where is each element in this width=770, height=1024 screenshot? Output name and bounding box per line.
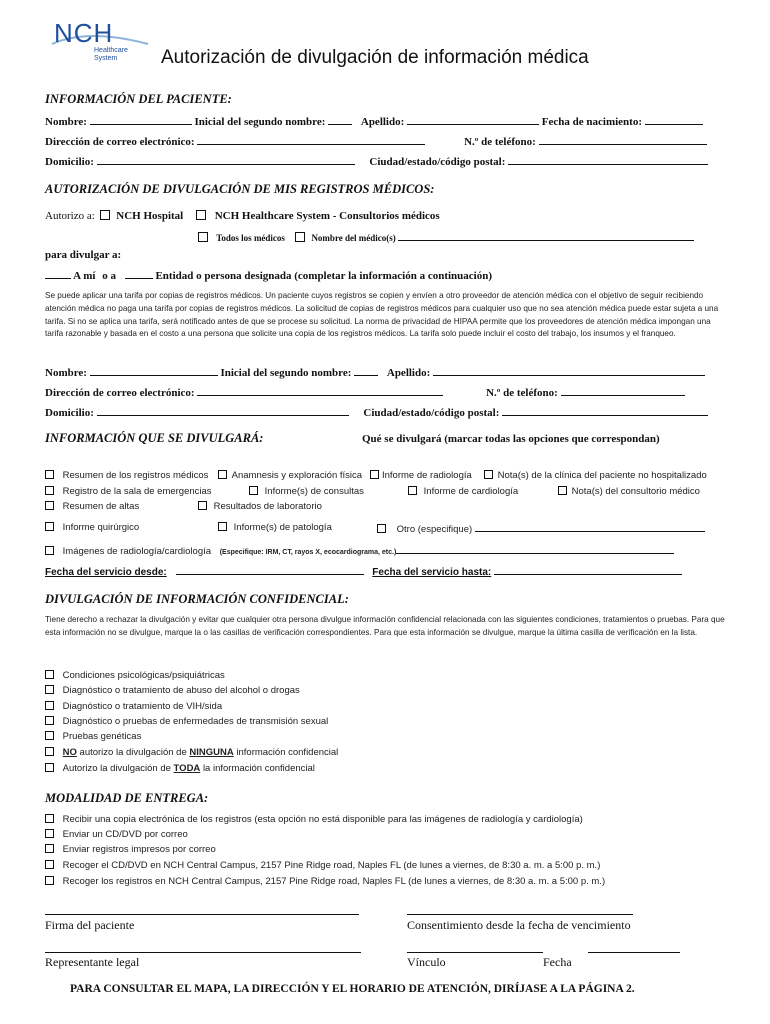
recipient-row-2 [45,386,685,399]
para-divulgar-label: para divulgar a: [45,249,122,261]
consentimiento-label: Consentimiento desde la fecha de vencimiento [407,918,631,932]
no-end-text: información confidencial [236,747,339,758]
all-start-text: Autorizo la divulgación de [62,763,171,774]
delivery-section-title: MODALIDAD DE ENTREGA: [45,791,209,805]
recipient-inicial-field[interactable] [354,366,378,376]
item-label: Nota(s) de la clínica del paciente no hospitalizado [497,470,707,481]
que-divulgara-title: Qué se divulgará (marcar todas las opciones que correspondan) [362,433,660,445]
vinculo-label: Vínculo [407,955,446,969]
a-mi-label: A mí [73,270,96,282]
info-item-1[interactable] [45,470,208,481]
checkbox[interactable] [45,731,54,740]
patient-nombre-field[interactable] [90,115,192,125]
checkbox[interactable] [218,470,227,479]
conf-item-1[interactable] [45,670,225,681]
item-label: Pruebas genéticas [62,731,142,742]
recipient-email-label: Dirección de correo electrónico: [45,387,195,399]
vinculo-line[interactable] [407,952,543,953]
item-label: Diagnóstico o tratamiento de abuso del alcohol o drogas [62,685,300,696]
footer-note: PARA CONSULTAR EL MAPA, LA DIRECCIÓN Y EL HORARIO DE ATENCIÓN, DIRÍJASE A LA PÁGINA 2. [70,983,635,995]
patient-row-2 [45,135,707,148]
authorization-section-title: AUTORIZACIÓN DE DIVULGACIÓN DE MIS REGISTROS MÉDICOS: [45,182,435,196]
ninguna-word: NINGUNA [189,747,234,758]
patient-domicilio-label: Domicilio: [45,156,94,168]
item-label: Informe de cardiología [423,486,519,497]
patient-domicilio-field[interactable] [97,155,355,165]
checkbox[interactable] [45,747,54,756]
checkbox[interactable] [45,814,54,823]
patient-fecha-field[interactable] [645,115,703,125]
checkbox[interactable] [45,844,54,853]
recipient-email-field[interactable] [197,386,443,396]
otro-field[interactable] [475,522,705,532]
o-a-label: o a [102,270,116,282]
info-item-4[interactable] [484,470,707,481]
conf-item-no[interactable] [45,747,338,758]
info-item-3[interactable] [370,470,472,481]
info-item-14[interactable] [45,544,674,557]
checkbox[interactable] [45,501,54,510]
checkbox[interactable] [198,501,207,510]
a-mi-field[interactable] [45,269,71,279]
fee-paragraph: Se puede aplicar una tarifa por copias de registros médicos. Un paciente cuyos registros se copien y envíen a otro proveedor de atención médica con el objetivo de seguir recibiendo atención médica no paga una tarifa por copias de registros médicos. La solicitud de copias de registros médicos para cualquier uso que no sea atención médica puede estar sujeta a una tarifa. Si no se aplica una tarifa, será notificado antes de que se procese su solicitud. La norma de privacidad de HIPAA permite que los proveedores de atención médica impongan una tarifa razonable y basada en el costo a una persona que solicite una copia de los registros médicos. La tarifa solo puede incluir el costo del trabajo, los insumos y el franqueo. [45,291,719,339]
info-item-12[interactable] [218,522,332,533]
recipient-domicilio-label: Domicilio: [45,407,94,419]
page-title: Autorización de divulgación de información médica [161,47,589,68]
consentimiento-line[interactable] [407,914,633,915]
item-label: Registro de la sala de emergencias [62,486,212,497]
nch-system-checkbox[interactable] [196,210,206,220]
patient-ciudad-label: Ciudad/estado/código postal: [369,156,506,168]
patient-inicial-label: Inicial del segundo nombre: [194,116,326,128]
checkbox[interactable] [45,763,54,772]
info-section-title: INFORMACIÓN QUE SE DIVULGARÁ: [45,431,264,445]
item-label: Imágenes de radiología/cardiología [62,546,212,557]
medicos-row [198,231,694,243]
recipient-row-1 [45,366,705,379]
patient-apellido-label: Apellido: [360,116,405,128]
fecha-label: Fecha [543,955,572,969]
todos-medicos-label: Todos los médicos [216,233,285,243]
delivery-item-2[interactable] [45,829,188,840]
checkbox[interactable] [45,876,54,885]
fechas-row [45,565,682,578]
patient-apellido-field[interactable] [407,115,539,125]
item-label: Resumen de los registros médicos [62,470,209,481]
especifique-label: (Especifique: IRM, CT, rayos X, ecocardiograma, etc.) [219,549,397,556]
checkbox[interactable] [408,486,417,495]
patient-section-title: INFORMACIÓN DEL PACIENTE: [45,92,232,106]
entidad-label: Entidad o persona designada (completar la información a continuación) [155,270,493,282]
conf-item-5[interactable] [45,731,141,742]
fecha-hasta-field[interactable] [494,565,682,575]
imagenes-field[interactable] [396,544,674,554]
item-label: Nota(s) del consultorio médico [571,486,700,497]
checkbox[interactable] [45,860,54,869]
info-item-11[interactable] [45,522,139,533]
nombre-medico-field[interactable] [398,231,694,241]
firma-label: Firma del paciente [45,918,135,932]
checkbox[interactable] [249,486,258,495]
recipient-ciudad-field[interactable] [502,406,708,416]
fecha-hasta-label: Fecha del servicio hasta: [372,567,492,578]
no-mid-text: autorizo la divulgación de [79,747,187,758]
autorizo-label: Autorizo a: [45,210,95,222]
fecha-line[interactable] [588,952,680,953]
checkbox[interactable] [45,522,54,531]
info-item-2[interactable] [218,470,362,481]
info-item-13[interactable] [377,522,705,535]
conf-item-3[interactable] [45,701,222,712]
checkbox[interactable] [45,486,54,495]
item-label: Otro (especifique) [396,524,473,535]
patient-email-label: Dirección de correo electrónico: [45,136,195,148]
info-item-7[interactable] [408,486,518,497]
item-label: Informe de radiología [382,470,472,481]
delivery-item-4[interactable] [45,860,600,871]
item-label: Diagnóstico o pruebas de enfermedades de transmisión sexual [62,716,329,727]
nch-hospital-label: NCH Hospital [116,210,184,222]
patient-fecha-label: Fecha de nacimiento: [541,116,642,128]
item-label: Enviar registros impresos por correo [62,844,216,855]
no-word: NO [62,747,77,758]
conf-item-all[interactable] [45,763,315,774]
representante-line[interactable] [45,952,361,953]
divulgar-row [45,269,492,282]
logo-main-text: NCH [54,18,114,48]
all-end-text: la información confidencial [202,763,315,774]
recipient-telefono-label: N.º de teléfono: [486,387,558,399]
checkbox[interactable] [484,470,493,479]
info-item-5[interactable] [45,486,212,497]
patient-nombre-label: Nombre: [45,116,87,128]
nombre-medico-checkbox[interactable] [295,232,305,242]
recipient-telefono-field[interactable] [561,386,685,396]
patient-inicial-field[interactable] [328,115,352,125]
item-label: Enviar un CD/DVD por correo [62,829,188,840]
info-item-9[interactable] [45,501,139,512]
checkbox[interactable] [377,524,386,533]
fecha-desde-label: Fecha del servicio desde: [45,567,167,578]
item-label: Informe(s) de patología [233,522,332,533]
recipient-row-3 [45,406,708,419]
checkbox[interactable] [558,486,567,495]
item-label: Anamnesis y exploración física [231,470,363,481]
checkbox[interactable] [45,701,54,710]
item-label: Recoger el CD/DVD en NCH Central Campus, 2157 Pine Ridge road, Naples FL (de lunes a viernes, de 8:30 a. m. a 5:00 p. m.) [62,860,601,871]
checkbox[interactable] [218,522,227,531]
item-label: Resumen de altas [62,501,140,512]
toda-word: TODA [173,763,201,774]
patient-row-3 [45,155,708,168]
todos-medicos-checkbox[interactable] [198,232,208,242]
recipient-inicial-label: Inicial del segundo nombre: [220,367,352,379]
delivery-item-5[interactable] [45,876,605,887]
firma-line[interactable] [45,914,359,915]
patient-ciudad-field[interactable] [508,155,708,165]
checkbox[interactable] [370,470,379,479]
item-label: Recibir una copia electrónica de los registros (esta opción no está disponible para las imágenes de radiología y cardiología) [62,814,583,825]
nch-system-label: NCH Healthcare System - Consultorios médicos [214,210,440,222]
representante-label: Representante legal [45,955,140,969]
logo-sub-text-2: System [94,55,118,62]
conf-item-2[interactable] [45,685,300,696]
autorizo-row [45,210,440,222]
confidential-section-title: DIVULGACIÓN DE INFORMACIÓN CONFIDENCIAL: [45,592,349,606]
recipient-nombre-label: Nombre: [45,367,87,379]
recipient-apellido-label: Apellido: [386,367,431,379]
recipient-domicilio-field[interactable] [97,406,349,416]
item-label: Diagnóstico o tratamiento de VIH/sida [62,701,223,712]
confidential-paragraph: Tiene derecho a rechazar la divulgación y evitar que cualquier otra persona divulgue información confidencial relacionada con las siguientes condiciones, tratamientos o pruebas. Para que esta información no se divulgue, marque la o las casillas de verificación correspondientes. Para que esta información se divulgue, marque la última casilla de verificación en la lista. [45,615,725,637]
conf-item-4[interactable] [45,716,328,727]
checkbox[interactable] [45,470,54,479]
checkbox[interactable] [45,670,54,679]
recipient-apellido-field[interactable] [433,366,705,376]
nombre-medico-label: Nombre del médico(s) [311,233,396,243]
item-label: Condiciones psicológicas/psiquiátricas [62,670,225,681]
patient-email-field[interactable] [197,135,425,145]
delivery-item-3[interactable] [45,844,216,855]
recipient-ciudad-label: Ciudad/estado/código postal: [363,407,500,419]
info-item-10[interactable] [198,501,322,512]
entidad-field[interactable] [125,269,153,279]
logo-sub-text-1: Healthcare [94,47,128,54]
checkbox[interactable] [45,829,54,838]
checkbox[interactable] [45,546,54,555]
recipient-nombre-field[interactable] [90,366,218,376]
patient-row-1 [45,115,703,128]
item-label: Recoger los registros en NCH Central Campus, 2157 Pine Ridge road, Naples FL (de lunes a viernes, de 8:30 a. m. a 5:00 p. m.) [62,876,606,887]
info-item-8[interactable] [558,486,700,497]
checkbox[interactable] [45,685,54,694]
item-label: Informe quirúrgico [62,522,140,533]
info-item-6[interactable] [249,486,364,497]
nch-logo [48,14,158,64]
item-label: Informe(s) de consultas [264,486,364,497]
patient-telefono-field[interactable] [539,135,707,145]
patient-telefono-label: N.º de teléfono: [464,136,536,148]
item-label: Resultados de laboratorio [213,501,322,512]
nch-hospital-checkbox[interactable] [100,210,110,220]
checkbox[interactable] [45,716,54,725]
delivery-item-1[interactable] [45,814,583,825]
fecha-desde-field[interactable] [176,565,364,575]
